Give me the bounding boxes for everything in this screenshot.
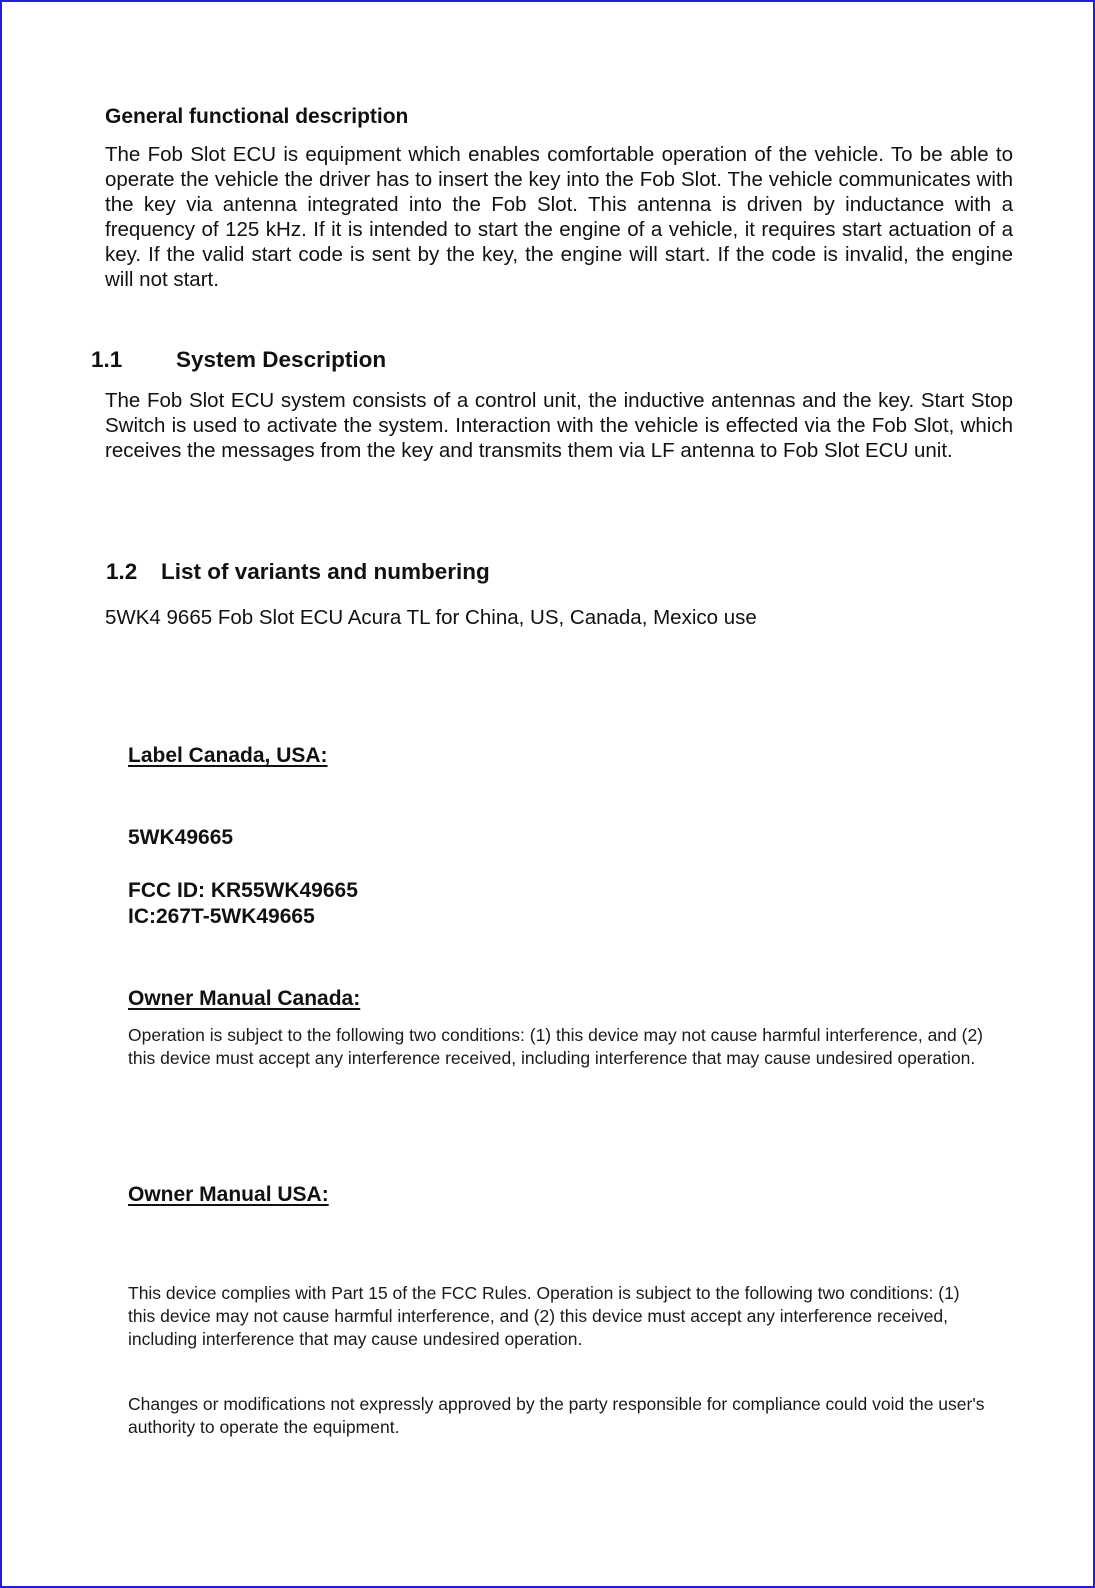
section-1-1-title: System Description [176, 347, 387, 372]
fcc-id: FCC ID: KR55WK49665 [128, 879, 358, 902]
section-1-1-number: 1.1 [91, 347, 123, 372]
variant-line: 5WK4 9665 Fob Slot ECU Acura TL for China, US, Canada, Mexico use [105, 606, 757, 629]
part-number: 5WK49665 [128, 826, 234, 849]
general-description-body: The Fob Slot ECU is equipment which enables comfortable operation of the vehicle. To be able to operate the vehicle the driver has to insert the key into the Fob Slot. The vehicle communicates with the key via antenna integrated into the Fob Slot. This antenna is driven by inductance with a frequency of 125 kHz. If it is intended to start the engine of a vehicle, it requires start actuation of a key. If the valid start code is sent by the key, the engine will start. If the code is invalid, the engine will not start. [105, 143, 1013, 291]
owner-manual-canada-body: Operation is subject to the following two conditions: (1) this device may not cause harmful interference, and (2) this device must accept any interference received, including interference that may cause undesired operation. [128, 1025, 984, 1068]
owner-manual-usa-heading: Owner Manual USA: [128, 1183, 329, 1206]
changes-warning: Changes or modifications not expressly approved by the party responsible for compliance could void the user's authority to operate the equipment. [128, 1394, 985, 1437]
owner-manual-usa-body: This device complies with Part 15 of the FCC Rules. Operation is subject to the following two conditions: (1) this device may not cause harmful interference, and (2) this device must accept any interference received, including interference that may cause undesired operation. [128, 1283, 960, 1349]
owner-manual-canada-heading: Owner Manual Canada: [128, 987, 361, 1010]
label-canada-usa-heading: Label Canada, USA: [128, 744, 328, 767]
ic-number: IC:267T-5WK49665 [128, 905, 315, 928]
section-1-2-number: 1.2 [106, 559, 138, 584]
section-1-2-title: List of variants and numbering [161, 559, 490, 584]
system-description-body: The Fob Slot ECU system consists of a control unit, the inductive antennas and the key. Start Stop Switch is used to activate the system. Interaction with the vehicle is effected via the Fob Slot, which receives the messages from the key and transmits them via LF antenna to Fob Slot ECU unit. [105, 389, 1013, 462]
general-description-heading: General functional description [105, 105, 409, 128]
